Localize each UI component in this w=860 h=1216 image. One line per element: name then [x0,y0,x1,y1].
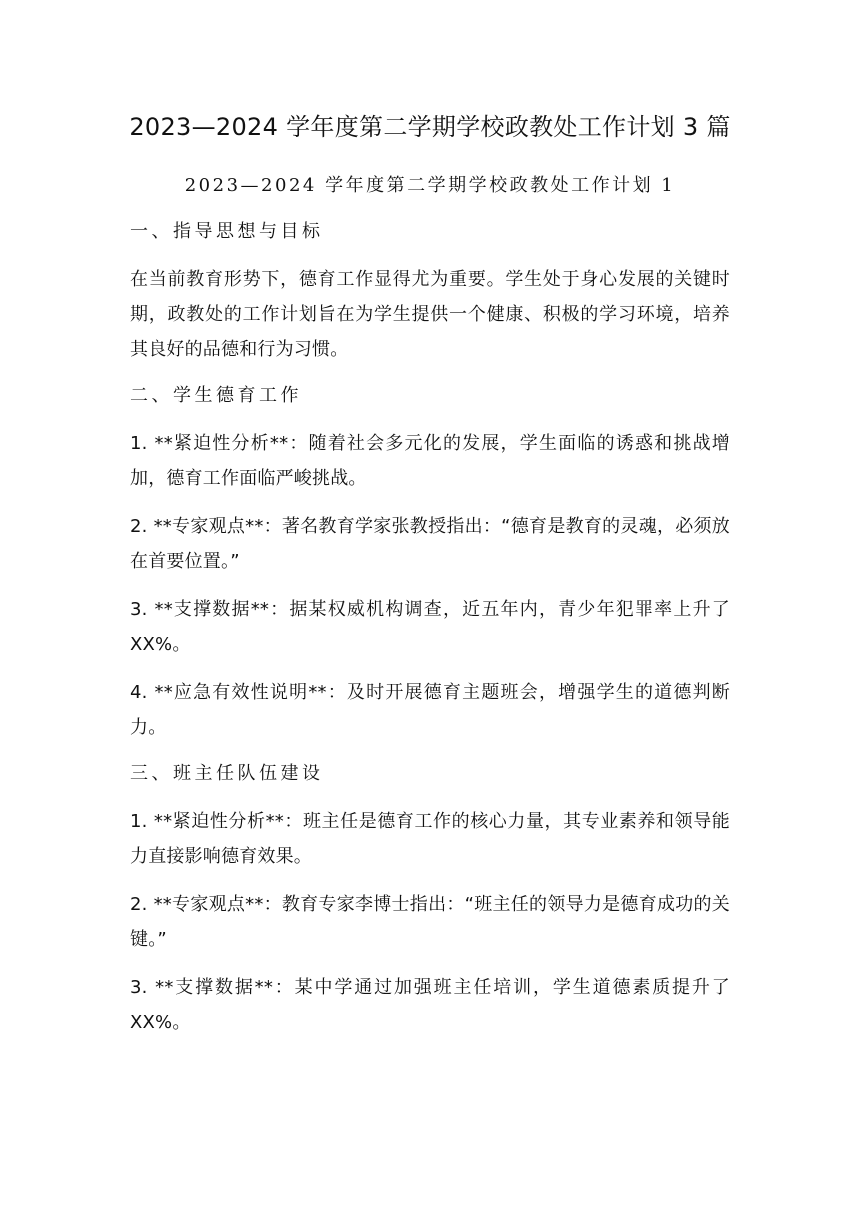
section-heading: 一、指导思想与目标 [130,221,324,242]
paragraph: 3. **支撑数据**：某中学通过加强班主任培训，学生道德素质提升了 XX%。 [130,977,730,1033]
document-subtitle: 2023—2024 学年度第二学期学校政教处工作计划 1 [184,175,676,196]
section-guiding-ideology [130,216,730,367]
section-moral-education [130,380,730,745]
paragraph: 3. **支撑数据**：据某权威机构调查，近五年内，青少年犯罪率上升了 XX%。 [130,599,730,655]
paragraph: 1. **紧迫性分析**：随着社会多元化的发展，学生面临的诱惑和挑战增加，德育工作面临严峻挑战。 [130,433,730,489]
paragraph: 2. **专家观点**：教育专家李博士指出：“班主任的领导力是德育成功的关键。” [130,894,730,950]
paragraph: 2. **专家观点**：著名教育学家张教授指出：“德育是教育的灵魂，必须放在首要位置。” [130,516,730,572]
paragraph: 4. **应急有效性说明**：及时开展德育主题班会，增强学生的道德判断力。 [130,682,730,738]
section-heading: 三、班主任队伍建设 [130,763,324,784]
section-head-teacher-team [130,758,730,1040]
document-body [130,216,730,1053]
section-heading: 二、学生德育工作 [130,385,302,406]
paragraph: 在当前教育形势下，德育工作显得尤为重要。学生处于身心发展的关键时期，政教处的工作计划旨在为学生提供一个健康、积极的学习环境，培养其良好的品德和行为习惯。 [130,269,730,360]
document-title: 2023—2024 学年度第二学期学校政教处工作计划 3 篇 [129,113,731,141]
paragraph: 1. **紧迫性分析**：班主任是德育工作的核心力量，其专业素养和领导能力直接影响德育效果。 [130,811,730,867]
